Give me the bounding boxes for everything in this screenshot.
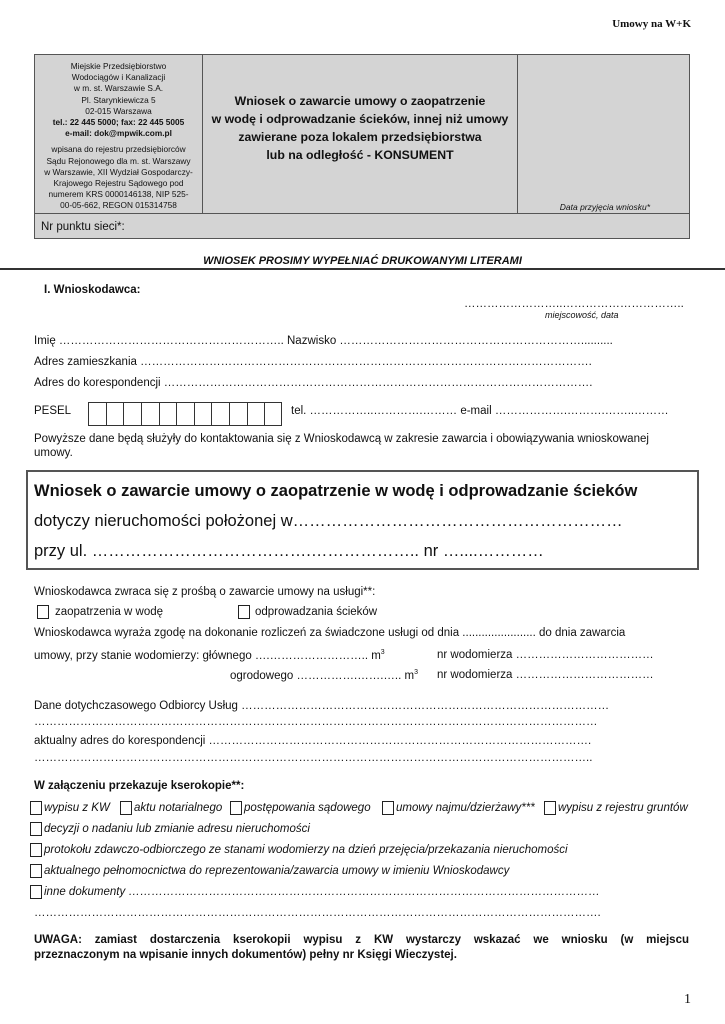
other-documents-line[interactable]: …………………………………………………………………………………………………………………………………. [34, 907, 601, 919]
main-meter-reading: umowy, przy stanie wodomierzy: głównego ….…………………….. m [34, 649, 381, 662]
pesel-label: PESEL [34, 405, 72, 417]
network-point-field[interactable] [35, 213, 689, 239]
form-title-line: zawierane poza lokalem przedsiębiorstwa [238, 130, 482, 144]
previous-customer-address-field[interactable]: aktualny adres do korespondencji ………………………………………………………………………………………. [34, 735, 592, 747]
form-title-line: Wniosek o zawarcie umowy o zaopatrzenie [234, 94, 486, 108]
power-of-attorney-checkbox[interactable] [30, 864, 42, 878]
place-date-field[interactable]: ……………………..………………………….. [464, 298, 684, 310]
name-surname-field[interactable]: Imię ………………………………………………….. Nazwisko ……………………………………………………….......... [34, 335, 613, 347]
contact-note: Powyższe dane będą służyły do kontaktowania się z Wnioskodawcą w zakresie zawarcia i obowiązywania wnioskowanej [34, 433, 649, 445]
registry-line: 00-05-662, REGON 015314758 [60, 200, 177, 211]
contact-note: umowy. [34, 447, 73, 459]
main-meter-reading-field[interactable] [34, 649, 385, 662]
page-number: 1 [684, 992, 691, 1007]
unit-superscript: 3 [414, 669, 418, 676]
residence-address-field[interactable]: Adres zamieszkania ………………………………………………………………………………………………………. [34, 356, 592, 368]
pesel-digit-cell[interactable] [142, 403, 160, 425]
garden-meter-number-field[interactable]: nr wodomierza ……………………………… [437, 669, 654, 681]
address-decision-checkbox[interactable] [30, 822, 42, 836]
land-registry-extract-label: wypisu z rejestru gruntów [558, 802, 688, 814]
form-title-line: lub na odległość - KONSUMENT [266, 148, 454, 162]
registry-line: wpisana do rejestru przedsiębiorców [51, 144, 186, 155]
pesel-digit-cell[interactable] [107, 403, 125, 425]
pesel-digit-cell[interactable] [265, 403, 283, 425]
property-box-title: Wniosek o zawarcie umowy o zaopatrzenie w wodę i odprowadzanie ścieków [34, 482, 638, 500]
billing-consent-field[interactable]: Wnioskodawca wyraża zgodę na dokonanie rozliczeń za świadczone usługi od dnia ....................... do dnia zawarcia [34, 627, 626, 639]
pesel-digit-cell[interactable] [124, 403, 142, 425]
correspondence-address-field[interactable]: Adres do korespondencji …………………………………………………………………………………………………. [34, 377, 593, 389]
services-intro: Wnioskodawca zwraca się z prośbą o zawarcie umowy na usługi**: [34, 586, 376, 598]
registry-line: numerem KRS 0000146138, NIP 525- [48, 189, 189, 200]
company-line: Miejskie Przedsiębiorstwo [70, 61, 167, 71]
form-title-line: w wodę i odprowadzanie ścieków, innej niż umowy [211, 112, 509, 126]
company-info [35, 55, 203, 213]
previous-customer-address-line[interactable]: ……………………………………………………………………………………………………………………………….. [34, 752, 593, 764]
water-checkbox[interactable] [37, 605, 49, 619]
form-title [203, 55, 518, 213]
power-of-attorney-label: aktualnego pełnomocnictwa do reprezentowania/zawarcia umowy w imieniu Wnioskodawcy [44, 865, 510, 877]
other-documents-field[interactable]: inne dokumenty …………………………………………………………………………………………………………… [44, 886, 600, 898]
date-received-label: Data przyjęcia wniosku* [559, 202, 650, 212]
company-line: Pl. Starynkiewicza 5 [81, 94, 156, 105]
pesel-digit-cell[interactable] [89, 403, 107, 425]
lease-agreement-label: umowy najmu/dzierżawy*** [396, 802, 535, 814]
warning-text: przeznaczonym na wpisanie innych dokumentów) pełny nr Księgi Wieczystej. [34, 949, 457, 961]
land-register-label: wypisu z KW [44, 802, 110, 814]
pesel-digit-cell[interactable] [212, 403, 230, 425]
pesel-digit-cell[interactable] [177, 403, 195, 425]
land-register-checkbox[interactable] [30, 801, 42, 815]
notarial-deed-label: aktu notarialnego [134, 802, 223, 814]
notarial-deed-checkbox[interactable] [120, 801, 132, 815]
registry-line: w Warszawie, XII Wydział Gospodarczy- [44, 166, 193, 177]
garden-meter-reading-field[interactable] [230, 669, 418, 682]
company-email: e-mail: dok@mpwik.com.pl [65, 128, 172, 139]
handover-protocol-checkbox[interactable] [30, 843, 42, 857]
address-decision-label: decyzji o nadaniu lub zmianie adresu nieruchomości [44, 823, 310, 835]
garden-meter-reading: ogrodowego …………….…….….. m [230, 669, 415, 682]
pesel-input[interactable] [88, 402, 282, 426]
company-line: 02-015 Warszawa [85, 105, 152, 116]
date-received-field[interactable] [518, 55, 690, 213]
main-meter-number-field[interactable]: nr wodomierza ……………………………… [437, 649, 654, 661]
lease-agreement-checkbox[interactable] [382, 801, 394, 815]
land-registry-extract-checkbox[interactable] [544, 801, 556, 815]
property-location-field[interactable]: dotyczy nieruchomości położonej w…………………………………………………… [34, 512, 623, 530]
property-street-field[interactable]: przy ul. ………………………………….……………….. nr …....………… [34, 542, 544, 560]
place-date-label: miejscowość, data [545, 310, 619, 320]
network-point-label: Nr punktu sieci*: [41, 221, 125, 233]
handover-protocol-label: protokołu zdawczo-odbiorczego ze stanami wodomierzy na dzień przejęcia/przekazania nieruchomości [44, 844, 568, 856]
fill-instruction: WNIOSEK PROSIMY WYPEŁNIAĆ DRUKOWANYMI LITERAMI [203, 255, 522, 267]
sewage-checkbox[interactable] [238, 605, 250, 619]
divider [0, 268, 725, 270]
header-box [34, 54, 690, 239]
sewage-label: odprowadzania ścieków [255, 606, 378, 618]
company-tel: tel.: 22 445 5000; fax: 22 445 5005 [52, 117, 185, 128]
registry-line: Sądu Rejonowego dla m. st. Warszawy [46, 155, 191, 166]
attachments-heading: W załączeniu przekazuje kserokopie**: [34, 780, 245, 792]
company-line: w m. st. Warszawie S.A. [73, 83, 164, 94]
warning-text: UWAGA: zamiast dostarczenia kserokopii wypisu z KW wystarczy wskazać we wniosku (w miejscu [34, 934, 689, 946]
property-box [26, 470, 699, 570]
section-heading-applicant: I. Wnioskodawca: [44, 284, 141, 296]
pesel-digit-cell[interactable] [248, 403, 266, 425]
court-proceedings-label: postępowania sądowego [244, 802, 371, 814]
company-line: Wodociągów i Kanalizacji [71, 72, 166, 83]
water-label: zaopatrzenia w wodę [55, 606, 164, 618]
pesel-digit-cell[interactable] [195, 403, 213, 425]
court-proceedings-checkbox[interactable] [230, 801, 242, 815]
document-category: Umowy na W+K [612, 18, 691, 30]
pesel-digit-cell[interactable] [230, 403, 248, 425]
previous-customer-field[interactable]: Dane dotychczasowego Odbiorcy Usług …………………………………………………………………………………… [34, 700, 610, 712]
unit-superscript: 3 [380, 649, 385, 656]
other-documents-checkbox[interactable] [30, 885, 42, 899]
previous-customer-field-line[interactable]: ………………………………………………………………………………………………………………………………… [34, 716, 598, 728]
tel-email-field[interactable]: tel. ……………..………….……… e-mail ……………….……….……..……… [291, 405, 669, 417]
registry-line: Krajowego Rejestru Sądowego pod [53, 178, 184, 189]
pesel-digit-cell[interactable] [160, 403, 178, 425]
